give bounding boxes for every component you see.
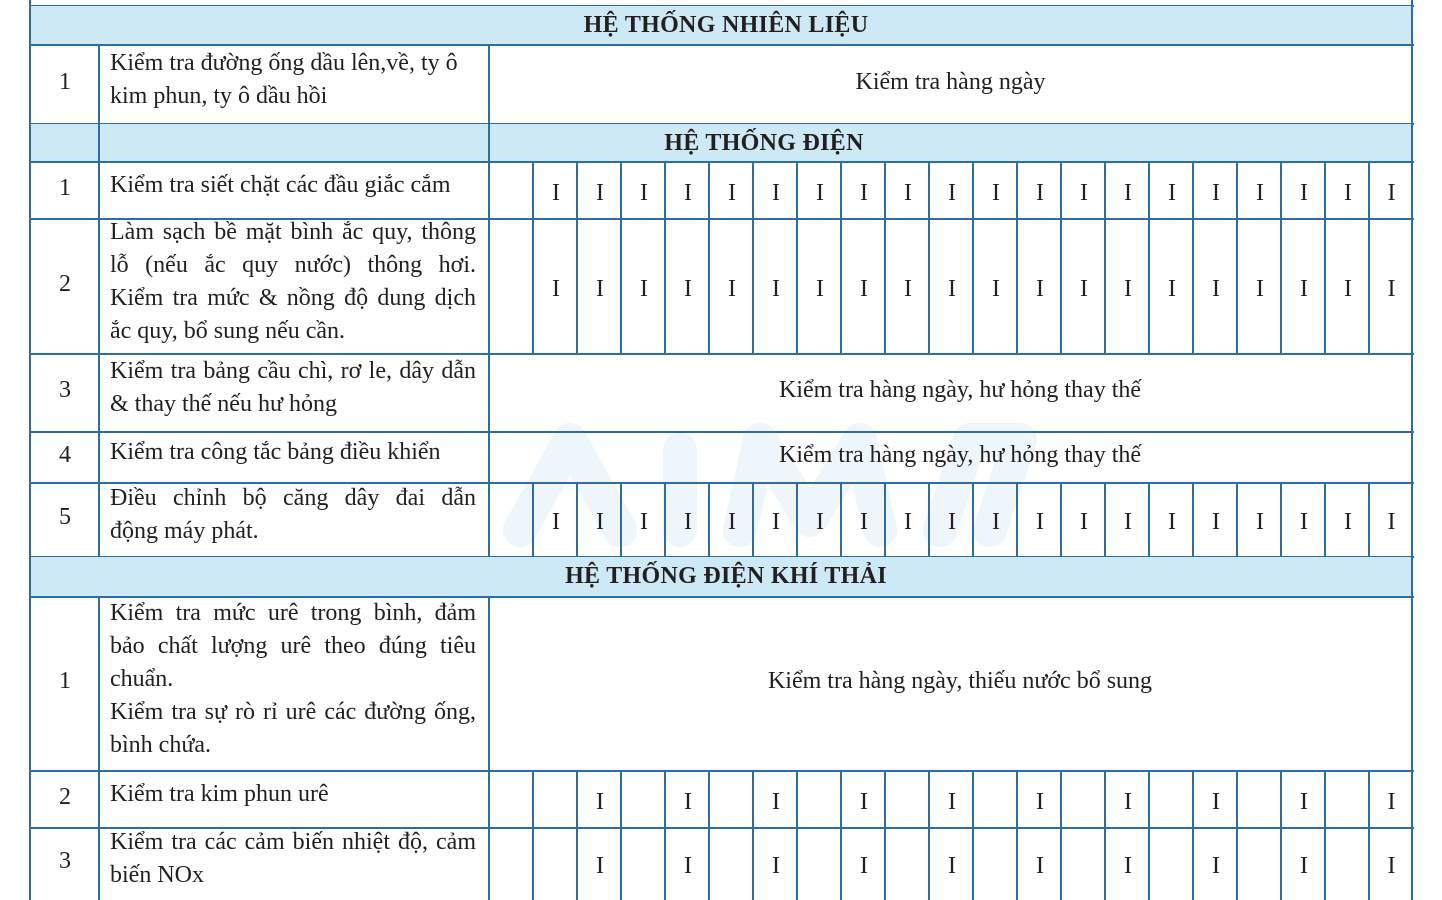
inspect-mark: I	[684, 275, 692, 302]
inspect-mark: I	[684, 853, 692, 879]
row-note: Kiểm tra hàng ngày	[855, 68, 1046, 95]
inspect-mark: I	[596, 853, 604, 879]
inspect-mark: I	[684, 788, 692, 815]
row-description	[110, 216, 476, 348]
description-line: Kiểm tra các cảm biến nhiệt độ, cảm	[110, 829, 476, 855]
inspect-mark: I	[1387, 509, 1396, 535]
row-note: Kiểm tra hàng ngày, hư hỏng thay thế	[778, 441, 1142, 468]
description-line: Làm sạch bề mặt bình ắc quy, thông	[110, 218, 476, 245]
inspect-mark: I	[992, 179, 1000, 206]
inspect-mark: I	[552, 275, 560, 302]
table-rule-vertical	[1411, 45, 1413, 124]
interval-column-rule	[532, 828, 534, 900]
section-title: HỆ THỐNG ĐIỆN KHÍ THẢI	[565, 563, 887, 589]
inspect-mark: I	[1300, 509, 1308, 535]
inspect-mark: I	[1124, 275, 1132, 302]
inspect-mark: I	[1168, 179, 1176, 206]
inspect-mark: I	[948, 788, 956, 815]
table-rule-vertical	[488, 771, 490, 828]
inspect-mark: I	[684, 179, 692, 206]
table-rule-vertical	[488, 483, 490, 557]
inspect-mark: I	[1124, 509, 1132, 535]
inspect-mark: I	[640, 275, 648, 302]
table-rule-horizontal	[30, 770, 1414, 772]
inspect-mark: I	[1036, 179, 1044, 206]
section-title: HỆ THỐNG NHIÊN LIỆU	[583, 12, 869, 38]
inspect-mark: I	[948, 275, 956, 302]
inspect-mark: I	[1387, 788, 1396, 815]
inspect-mark: I	[1124, 179, 1132, 206]
row-description	[110, 826, 476, 892]
inspect-mark: I	[1256, 509, 1264, 535]
inspect-mark: I	[1387, 275, 1396, 302]
description-line: chuẩn.	[110, 665, 174, 692]
description-line: động máy phát.	[110, 518, 259, 544]
inspect-mark: I	[1080, 509, 1088, 535]
row-number: 1	[59, 174, 71, 201]
inspect-mark: I	[1344, 179, 1352, 206]
inspect-mark: I	[816, 509, 824, 535]
table-rule-vertical	[488, 828, 490, 900]
description-line: Kiểm tra mức & nồng độ dung dịch	[110, 284, 476, 311]
inspect-mark: I	[904, 275, 912, 302]
inspect-mark: I	[1212, 509, 1220, 535]
inspect-mark: I	[1256, 179, 1264, 206]
description-line: Kiểm tra siết chặt các đầu giắc cắm	[110, 172, 451, 198]
inspect-mark: I	[728, 275, 736, 302]
inspect-mark: I	[596, 179, 604, 206]
inspect-mark: I	[1300, 853, 1308, 879]
inspect-mark: I	[1168, 509, 1176, 535]
row-note: Kiểm tra hàng ngày, hư hỏng thay thế	[778, 377, 1142, 403]
description-line: lỗ (nếu ắc quy nước) thông hơi.	[110, 251, 476, 278]
inspect-mark: I	[728, 509, 736, 535]
description-line: kim phun, ty ô dầu hồi	[110, 82, 328, 109]
inspect-mark: I	[728, 179, 736, 206]
inspect-mark: I	[1124, 788, 1132, 815]
table-rule-vertical	[488, 162, 490, 219]
description-line: & thay thế nếu hư hỏng	[110, 391, 337, 417]
row-number: 2	[59, 270, 71, 297]
row-description	[110, 169, 476, 202]
row-number: 4	[59, 441, 71, 468]
inspect-mark: I	[640, 179, 648, 206]
table-rule-horizontal	[30, 161, 1414, 163]
inspect-mark: I	[1387, 179, 1396, 206]
inspect-mark: I	[860, 275, 868, 302]
inspect-mark: I	[1300, 275, 1308, 302]
inspect-mark: I	[948, 853, 956, 879]
description-line: Kiểm tra bảng cầu chì, rơ le, dây dẫn	[110, 358, 476, 384]
description-line: Kiểm tra đường ống dầu lên,về, ty ô	[110, 49, 458, 76]
inspect-mark: I	[1300, 788, 1308, 815]
row-description	[110, 355, 476, 421]
table-rule-vertical	[29, 124, 31, 162]
row-description	[110, 47, 476, 113]
description-line: Điều chỉnh bộ căng dây đai dẫn	[110, 485, 476, 511]
inspect-mark: I	[1080, 179, 1088, 206]
inspect-mark: I	[640, 509, 648, 535]
inspect-mark: I	[948, 179, 956, 206]
inspect-mark: I	[596, 275, 604, 302]
description-line: ắc quy, bổ sung nếu cần.	[110, 317, 346, 344]
inspect-mark: I	[552, 509, 560, 535]
row-description	[110, 482, 476, 548]
table-rule-vertical	[1411, 6, 1413, 45]
row-number: 5	[59, 504, 71, 530]
inspect-mark: I	[772, 788, 780, 815]
inspect-mark: I	[904, 179, 912, 206]
description-line: Kiểm tra sự rò rỉ urê các đường ống,	[110, 698, 476, 725]
inspect-mark: I	[1212, 275, 1220, 302]
inspect-mark: I	[596, 788, 604, 815]
description-line: biến NOx	[110, 862, 204, 888]
inspect-mark: I	[1124, 853, 1132, 879]
table-rule-vertical	[488, 354, 490, 432]
interval-column-rule	[532, 771, 534, 828]
row-number: 1	[59, 68, 71, 95]
inspect-mark: I	[1036, 275, 1044, 302]
inspect-mark: I	[816, 179, 824, 206]
inspect-mark: I	[860, 179, 868, 206]
table-rule-vertical	[29, 557, 31, 597]
table-rule-vertical	[488, 219, 490, 354]
table-rule-vertical	[1411, 557, 1413, 597]
inspect-mark: I	[772, 179, 780, 206]
inspect-mark: I	[1212, 179, 1220, 206]
table-rule-vertical	[488, 432, 490, 483]
inspect-mark: I	[860, 509, 868, 535]
inspect-mark: I	[1344, 509, 1352, 535]
inspect-mark: I	[596, 509, 604, 535]
row-number: 3	[59, 848, 71, 874]
watermark-logo	[480, 380, 1100, 580]
inspect-mark: I	[860, 853, 868, 879]
inspect-mark: I	[992, 275, 1000, 302]
inspect-mark: I	[1212, 853, 1220, 879]
row-description	[110, 597, 476, 762]
inspect-mark: I	[1344, 275, 1352, 302]
inspect-mark: I	[1212, 788, 1220, 815]
table-rule-vertical	[29, 6, 31, 45]
inspect-mark: I	[1036, 509, 1044, 535]
row-number: 1	[59, 668, 71, 694]
inspect-mark: I	[1036, 853, 1044, 879]
inspect-mark: I	[772, 509, 780, 535]
inspect-mark: I	[1168, 275, 1176, 302]
inspect-mark: I	[948, 509, 956, 535]
inspect-mark: I	[904, 509, 912, 535]
inspect-mark: I	[1300, 179, 1308, 206]
description-line: Kiểm tra công tắc bảng điều khiển	[110, 439, 441, 465]
inspect-mark: I	[992, 509, 1000, 535]
inspect-mark: I	[772, 275, 780, 302]
inspect-mark: I	[1080, 275, 1088, 302]
description-line: Kiểm tra kim phun urê	[110, 781, 329, 807]
inspect-mark: I	[684, 509, 692, 535]
inspect-mark: I	[860, 788, 868, 815]
inspect-mark: I	[552, 179, 560, 206]
section-title: HỆ THỐNG ĐIỆN	[664, 130, 864, 156]
table-rule-vertical	[488, 597, 490, 771]
inspect-mark: I	[816, 275, 824, 302]
row-number: 2	[59, 783, 71, 810]
inspect-mark: I	[1256, 275, 1264, 302]
row-description	[110, 436, 476, 469]
table-rule-horizontal	[30, 431, 1414, 433]
inspect-mark: I	[1387, 853, 1396, 879]
description-line: Kiểm tra mức urê trong bình, đảm	[110, 599, 476, 626]
row-note: Kiểm tra hàng ngày, thiếu nước bổ sung	[767, 668, 1153, 694]
row-number: 3	[59, 377, 71, 403]
row-description	[110, 778, 476, 811]
inspect-mark: I	[1036, 788, 1044, 815]
description-line: bảo chất lượng urê theo đúng tiêu	[110, 632, 476, 659]
table-rule-vertical	[1411, 124, 1413, 162]
inspect-mark: I	[772, 853, 780, 879]
description-line: bình chứa.	[110, 731, 211, 758]
